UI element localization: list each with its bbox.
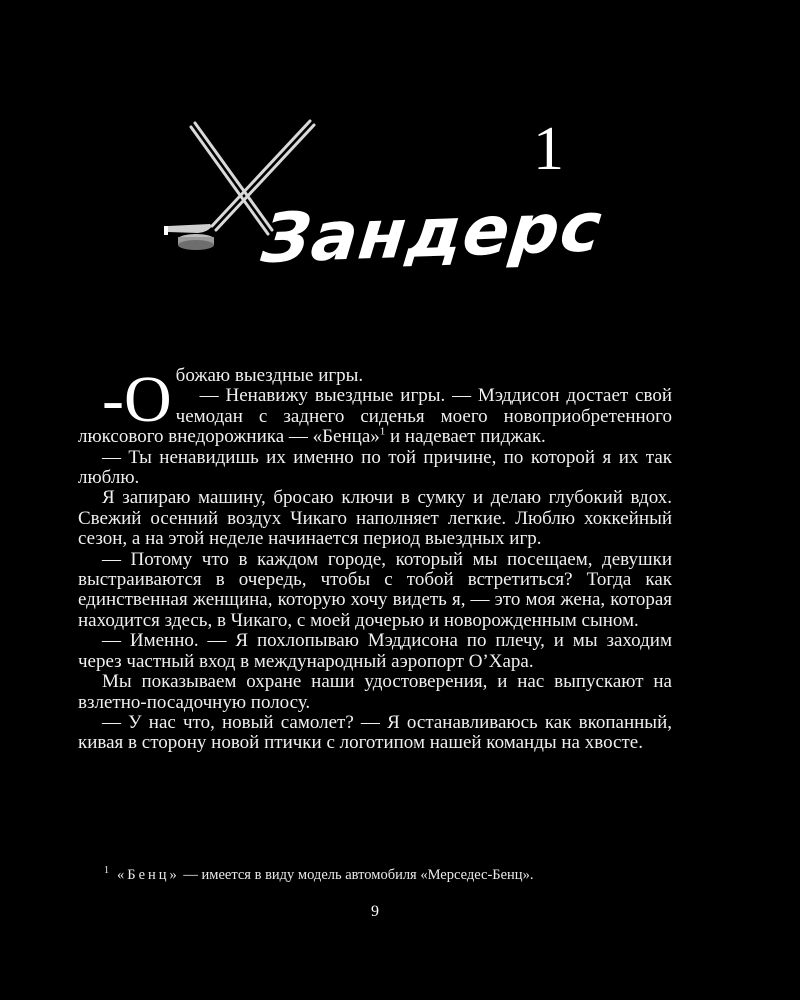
paragraph-text: — Ненавижу выездные игры. — Мэддисон достает свой чемодан с заднего сиденья моего новоприобретенного люксового внедорожника — «Бенца» <box>78 385 672 448</box>
footnote-number: 1 <box>104 865 109 876</box>
paragraph: — Именно. — Я похлопываю Мэддисона по плечу, и мы заходим через частный вход в международный аэропорт О’Хара. <box>78 630 672 672</box>
footnote-reference[interactable]: 1 <box>379 425 386 438</box>
paragraph-text: божаю выездные игры. <box>175 365 364 386</box>
paragraph: — Ты ненавидишь их именно по той причине, по которой я их так люблю. <box>78 446 672 489</box>
footnote-text: — имеется в виду модель автомобиля «Мерседес-Бенц». <box>179 866 534 883</box>
chapter-header <box>0 0 800 330</box>
chapter-title: Зандерс <box>258 188 606 279</box>
footnote <box>104 865 704 884</box>
chapter-number: 1 <box>533 115 564 183</box>
paragraph: — У нас что, новый самолет? — Я останавливаюсь как вкопанный, кивая в сторону новой птички с логотипом нашей команды на хвосте. <box>78 711 672 754</box>
drop-cap: -О <box>102 363 172 436</box>
paragraph-text: и надевает пиджак. <box>385 426 546 448</box>
paragraph: — Потому что в каждом городе, который мы посещаем, девушки выстраиваются в очередь, чтобы с тобой встретиться? Тогда как единственная женщина, которую хочу видеть я, — это моя жена, которая находится здесь, в Чикаго, с моей дочерью и новорожденным сыном. <box>78 548 672 631</box>
page-number: 9 <box>371 903 379 920</box>
body-text <box>78 363 672 754</box>
paragraph: Мы показываем охране наши удостоверения, и нас выпускают на взлетно-посадочную полосу. <box>78 671 672 713</box>
footnote-term: «Бенц» <box>117 866 180 883</box>
paragraph: Я запираю машину, бросаю ключи в сумку и делаю глубокий вдох. Свежий осенний воздух Чикаго наполняет легкие. Люблю хоккейный сезон, а на этой неделе начинается период выездных игр. <box>78 487 672 550</box>
